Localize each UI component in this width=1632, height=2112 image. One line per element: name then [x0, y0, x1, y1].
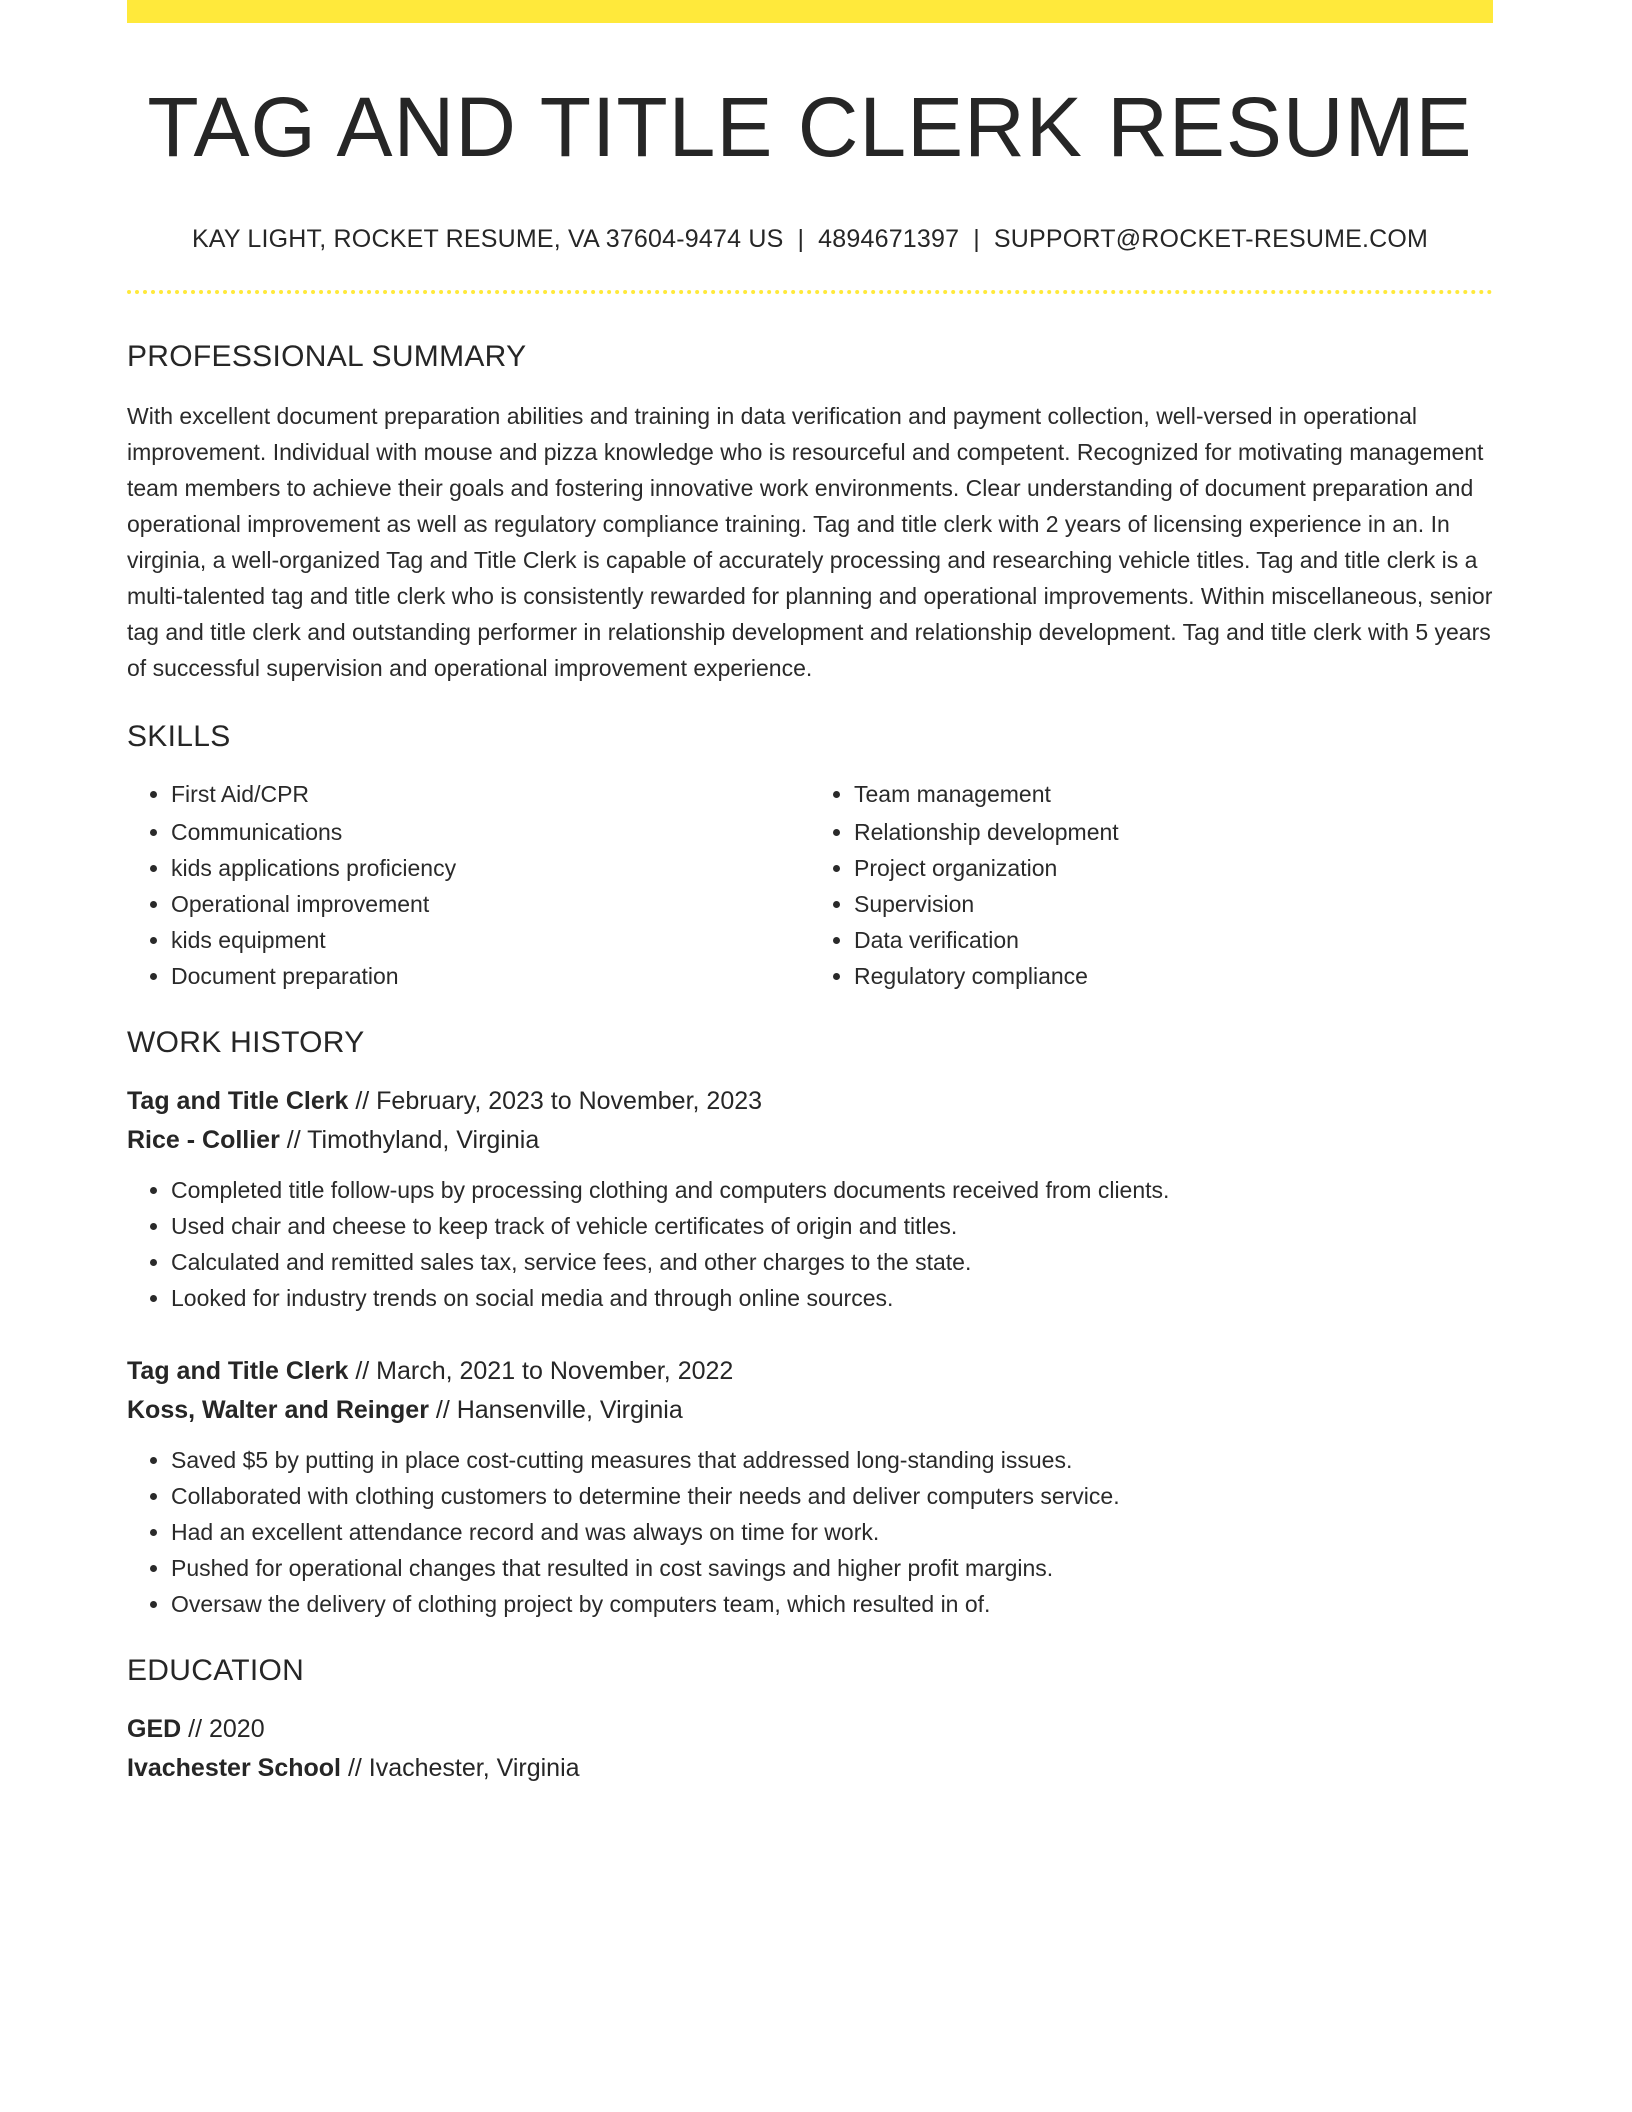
- duty-item: • Saved $5 by putting in place cost-cutting measures that addressed long-standing issues.: [171, 1442, 1493, 1478]
- duty-item: • Oversaw the delivery of clothing project by computers team, which resulted in of.: [171, 1586, 1493, 1622]
- top-accent-bar: [127, 0, 1493, 23]
- skill-item: • Communications: [171, 814, 810, 850]
- summary-heading: PROFESSIONAL SUMMARY: [127, 340, 527, 373]
- skills-columns: [127, 776, 1493, 994]
- work-history-section: [127, 1026, 1493, 1622]
- duty-item: • Used chair and cheese to keep track of vehicle certificates of origin and titles.: [171, 1208, 1493, 1244]
- duty-item: • Calculated and remitted sales tax, service fees, and other charges to the state.: [171, 1244, 1493, 1280]
- resume-title: TAG AND TITLE CLERK RESUME: [147, 80, 1473, 174]
- job-title-line: [127, 1082, 1493, 1121]
- skill-item: • Project organization: [854, 850, 1493, 886]
- skill-item: • Regulatory compliance: [854, 958, 1493, 994]
- job-company: Koss, Walter and Reinger: [127, 1396, 429, 1424]
- job-dates: // March, 2021 to November, 2022: [355, 1357, 734, 1385]
- skills-list-right: [810, 776, 1493, 994]
- duty-item: • Had an excellent attendance record and was always on time for work.: [171, 1514, 1493, 1550]
- job-location: // Timothyland, Virginia: [286, 1126, 540, 1154]
- job-dates: // February, 2023 to November, 2023: [355, 1087, 763, 1115]
- contact-separator: |: [973, 225, 980, 253]
- job-duties: [127, 1442, 1493, 1622]
- resume-page: [127, 0, 1493, 1788]
- contact-line: [127, 225, 1493, 254]
- job-company-line: [127, 1391, 1493, 1430]
- duty-item: • Completed title follow-ups by processing clothing and computers documents received from clients.: [171, 1172, 1493, 1208]
- job-title: Tag and Title Clerk: [127, 1357, 349, 1385]
- duty-item: • Looked for industry trends on social media and through online sources.: [171, 1280, 1493, 1316]
- skills-heading: SKILLS: [127, 720, 231, 753]
- work-history-heading: WORK HISTORY: [127, 1026, 365, 1059]
- job-title-line: [127, 1352, 1493, 1391]
- skill-item: • kids equipment: [171, 922, 810, 958]
- job-company-line: [127, 1121, 1493, 1160]
- skill-item: • Team management: [854, 776, 1493, 812]
- skills-section: [127, 720, 1493, 994]
- summary-section: [127, 340, 1493, 686]
- education-section: [127, 1654, 1493, 1788]
- skill-item: • Relationship development: [854, 814, 1493, 850]
- skill-item: • Data verification: [854, 922, 1493, 958]
- degree-year: // 2020: [188, 1715, 265, 1743]
- contact-email: SUPPORT@ROCKET-RESUME.COM: [993, 225, 1429, 253]
- skill-item: • Operational improvement: [171, 886, 810, 922]
- skill-item: • kids applications proficiency: [171, 850, 810, 886]
- degree-line: [127, 1710, 1493, 1749]
- job-entry: [127, 1352, 1493, 1622]
- job-location: // Hansenville, Virginia: [435, 1396, 683, 1424]
- skills-list-left: [127, 776, 810, 994]
- contact-separator: |: [797, 225, 805, 253]
- contact-address: KAY LIGHT, ROCKET RESUME, VA 37604-9474 US: [191, 225, 784, 253]
- job-title: Tag and Title Clerk: [127, 1087, 349, 1115]
- duty-item: • Collaborated with clothing customers to determine their needs and deliver computers service.: [171, 1478, 1493, 1514]
- skill-item: • Document preparation: [171, 958, 810, 994]
- duty-item: • Pushed for operational changes that resulted in cost savings and higher profit margins.: [171, 1550, 1493, 1586]
- dotted-divider: [127, 290, 1493, 294]
- education-entry: [127, 1710, 1493, 1788]
- contact-phone: 4894671397: [818, 225, 960, 253]
- summary-text: With excellent document preparation abilities and training in data verification and payment collection, well-versed in operational improvement. Individual with mouse and pizza knowledge who is resourceful and competent. Recognized for motivating management team members to achieve their goals and fostering innovative work environments. Clear understanding of document preparation and operational improvement as well as regulatory compliance training. Tag and title clerk with 2 years of licensing experience in an. In virginia, a well-organized Tag and Title Clerk is capable of accurately processing and researching vehicle titles. Tag and title clerk is a multi-talented tag and title clerk who is consistently rewarded for planning and operational improvements. Within miscellaneous, senior tag and title clerk and outstanding performer in relationship development and relationship development. Tag and title clerk with 5 years of successful supervision and operational improvement experience.: [127, 403, 1493, 681]
- job-entry: [127, 1082, 1493, 1316]
- skill-item: • Supervision: [854, 886, 1493, 922]
- skill-item: • First Aid/CPR: [171, 776, 810, 812]
- job-company: Rice - Collier: [127, 1126, 280, 1154]
- school-name: Ivachester School: [127, 1754, 341, 1782]
- degree: GED: [127, 1715, 182, 1743]
- education-heading: EDUCATION: [127, 1654, 305, 1687]
- school-location: // Ivachester, Virginia: [347, 1754, 580, 1782]
- school-line: [127, 1749, 1493, 1788]
- job-duties: [127, 1172, 1493, 1316]
